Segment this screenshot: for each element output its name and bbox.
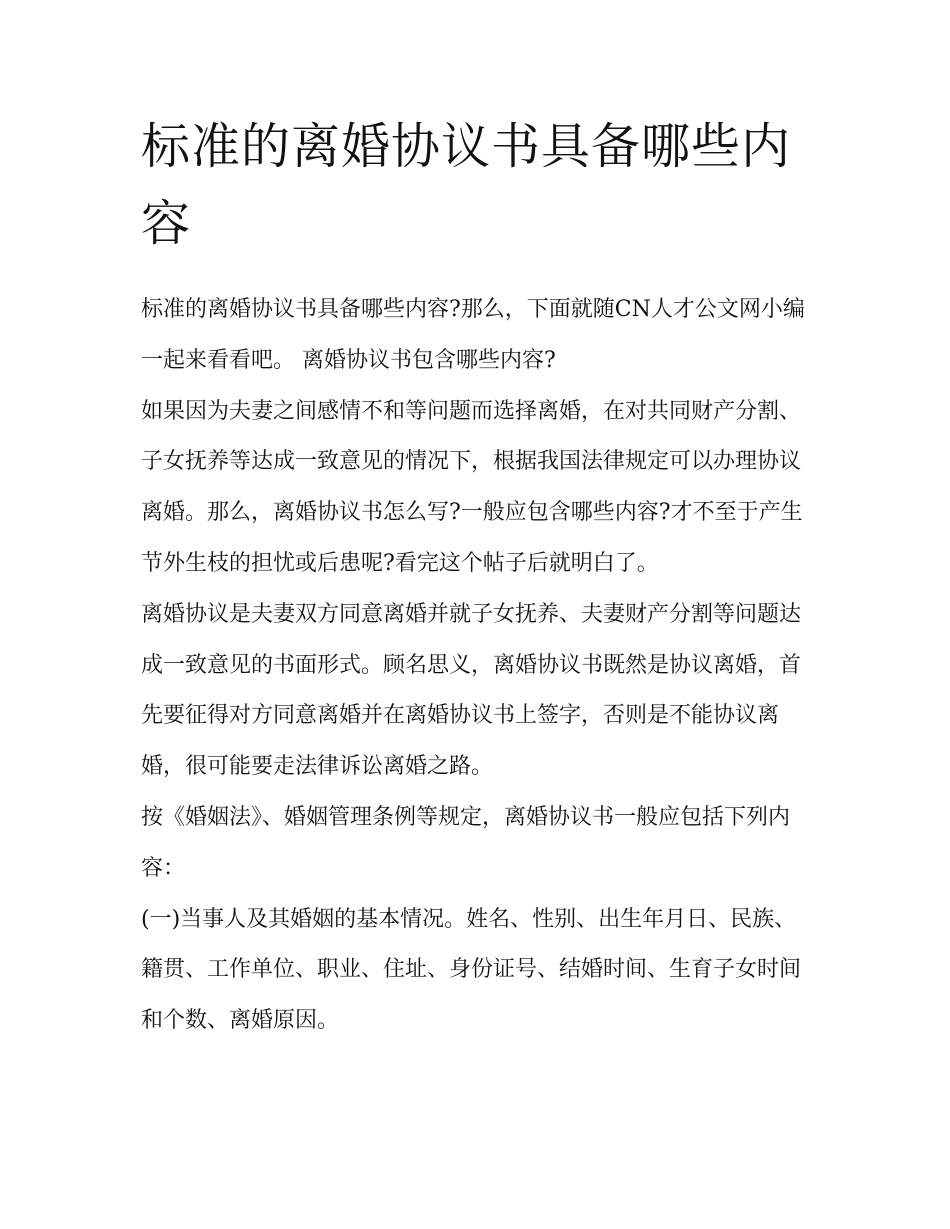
paragraph-intro: 标准的离婚协议书具备哪些内容?那么，下面就随CN人才公文网小编一起来看看吧。 离婚协议书包含哪些内容? xyxy=(141,297,805,373)
paragraph-definition: 离婚协议是夫妻双方同意离婚并就子女抚养、夫妻财产分割等问题达成一致意见的书面形式。顾名思义，离婚协议书既然是协议离婚，首先要征得对方同意离婚并在离婚协议书上签字，否则是不能协议离婚，很可能要走法律诉讼离婚之路。 xyxy=(141,601,802,780)
paragraph-legal-basis: 按《婚姻法》、婚姻管理条例等规定，离婚协议书一般应包括下列内容： xyxy=(141,804,791,881)
document-title: 标准的离婚协议书具备哪些内容 xyxy=(141,118,792,252)
document-page xyxy=(141,108,813,1047)
paragraph-item-one: (一)当事人及其婚姻的基本情况。姓名、性别、出生年月日、民族、籍贯、工作单位、职业、住址、身份证号、结婚时间、生育子女时间和个数、离婚原因。 xyxy=(141,906,802,1034)
document-body xyxy=(141,285,813,1047)
paragraph-background: 如果因为夫妻之间感情不和等问题而选择离婚，在对共同财产分割、子女抚养等达成一致意见的情况下，根据我国法律规定可以办理协议离婚。那么，离婚协议书怎么写?一般应包含哪些内容?才不至于产生节外生枝的担忧或后患呢?看完这个帖子后就明白了。 xyxy=(141,398,803,576)
